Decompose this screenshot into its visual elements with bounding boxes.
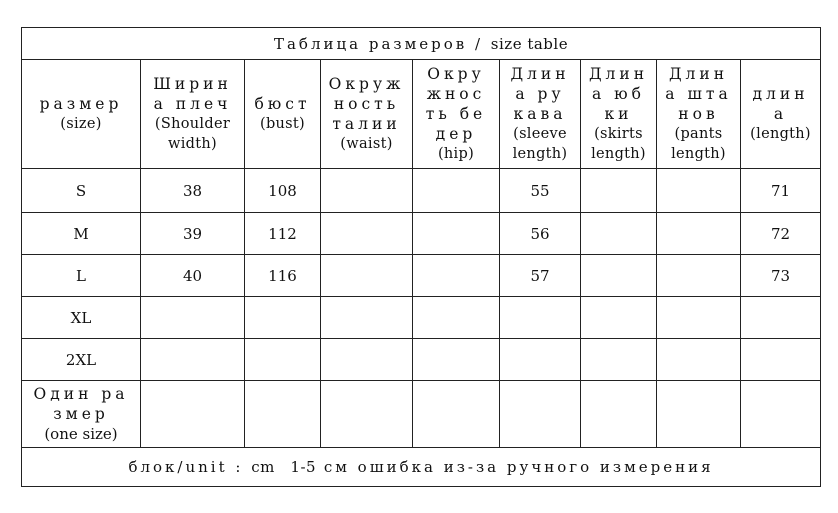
header-pants xyxy=(657,60,741,169)
cell-shoulder xyxy=(141,297,245,339)
cell-sleeve xyxy=(500,339,581,381)
header-label-ru: размер xyxy=(39,95,123,113)
cell-hip xyxy=(413,381,500,448)
cell-length xyxy=(741,381,821,448)
cell-skirt xyxy=(581,339,657,381)
header-label-en: (waist) xyxy=(340,136,393,152)
header-label-ru: Длин а шта нов xyxy=(665,65,732,123)
table-row xyxy=(22,381,821,448)
footer-note: см ошибка из-за ручного измерения xyxy=(316,458,714,476)
header-label-en: (length) xyxy=(750,126,811,142)
cell-skirt xyxy=(581,255,657,297)
cell-pants xyxy=(657,297,741,339)
cell-bust: 112 xyxy=(245,213,321,255)
cell-pants xyxy=(657,169,741,213)
cell-skirt xyxy=(581,213,657,255)
cell-shoulder xyxy=(141,381,245,448)
header-skirt xyxy=(581,60,657,169)
cell-bust: 116 xyxy=(245,255,321,297)
header-label-en: (bust) xyxy=(259,116,305,132)
cell-waist xyxy=(321,255,413,297)
header-bust xyxy=(245,60,321,169)
cell-pants xyxy=(657,213,741,255)
cell-skirt xyxy=(581,297,657,339)
header-length xyxy=(741,60,821,169)
cell-hip xyxy=(413,255,500,297)
cell-size: L xyxy=(22,255,141,297)
table-row xyxy=(22,169,821,213)
cell-size: XL xyxy=(22,297,141,339)
cell-sleeve: 56 xyxy=(500,213,581,255)
title-separator: / xyxy=(467,34,491,53)
cell-sleeve xyxy=(500,297,581,339)
cell-length xyxy=(741,297,821,339)
footer-gap xyxy=(275,458,291,476)
footer-unit: cm xyxy=(251,458,275,476)
header-hip xyxy=(413,60,500,169)
table-row xyxy=(22,255,821,297)
header-size xyxy=(22,60,141,169)
header-sleeve xyxy=(500,60,581,169)
header-label-en: (size) xyxy=(60,116,102,132)
cell-hip xyxy=(413,297,500,339)
cell-skirt xyxy=(581,381,657,448)
cell-shoulder: 39 xyxy=(141,213,245,255)
size-table xyxy=(21,27,821,487)
cell-length: 73 xyxy=(741,255,821,297)
header-shoulder xyxy=(141,60,245,169)
cell-size: S xyxy=(22,169,141,213)
cell-bust: 108 xyxy=(245,169,321,213)
cell-shoulder: 40 xyxy=(141,255,245,297)
header-label-en: (sleeve length) xyxy=(512,126,568,162)
footer-range: 1-5 xyxy=(290,458,317,476)
cell-pants xyxy=(657,339,741,381)
cell-pants xyxy=(657,255,741,297)
cell-waist xyxy=(321,381,413,448)
cell-bust xyxy=(245,297,321,339)
header-row xyxy=(22,60,821,169)
cell-length: 72 xyxy=(741,213,821,255)
header-waist xyxy=(321,60,413,169)
cell-size: 2XL xyxy=(22,339,141,381)
header-label-en: (Shoulder width) xyxy=(154,116,231,152)
title-en: size table xyxy=(490,34,569,53)
cell-sleeve xyxy=(500,381,581,448)
cell-skirt xyxy=(581,169,657,213)
cell-size-one-size xyxy=(22,381,141,448)
cell-length: 71 xyxy=(741,169,821,213)
one-size-ru: Один ра змер xyxy=(33,385,129,423)
header-label-en: (pants length) xyxy=(671,126,726,162)
cell-waist xyxy=(321,297,413,339)
one-size-en: (one size) xyxy=(44,425,118,443)
cell-shoulder xyxy=(141,339,245,381)
table-footer xyxy=(22,448,821,487)
header-label-ru: Длин а юб ки xyxy=(588,65,649,123)
footer-prefix: блок/unit : xyxy=(128,458,252,476)
header-label-ru: Окруж ность талии xyxy=(328,75,405,133)
cell-pants xyxy=(657,381,741,448)
cell-waist xyxy=(321,339,413,381)
header-label-ru: длин а xyxy=(752,85,809,123)
header-label-ru: Ширин а плеч xyxy=(153,75,232,113)
cell-length xyxy=(741,339,821,381)
header-label-ru: Окру жнос ть бе дер xyxy=(425,65,487,143)
cell-size: M xyxy=(22,213,141,255)
header-label-ru: бюст xyxy=(254,95,311,113)
cell-bust xyxy=(245,381,321,448)
cell-hip xyxy=(413,169,500,213)
cell-sleeve: 55 xyxy=(500,169,581,213)
cell-bust xyxy=(245,339,321,381)
cell-waist xyxy=(321,169,413,213)
table-row xyxy=(22,213,821,255)
header-label-en: (hip) xyxy=(437,146,475,162)
cell-shoulder: 38 xyxy=(141,169,245,213)
header-label-en: (skirts length) xyxy=(591,126,646,162)
header-label-ru: Длин а ру кава xyxy=(510,65,570,123)
table-title xyxy=(22,28,821,60)
cell-sleeve: 57 xyxy=(500,255,581,297)
cell-waist xyxy=(321,213,413,255)
cell-hip xyxy=(413,339,500,381)
table-row xyxy=(22,339,821,381)
cell-hip xyxy=(413,213,500,255)
table-row xyxy=(22,297,821,339)
title-ru: Таблица размеров xyxy=(273,34,468,53)
